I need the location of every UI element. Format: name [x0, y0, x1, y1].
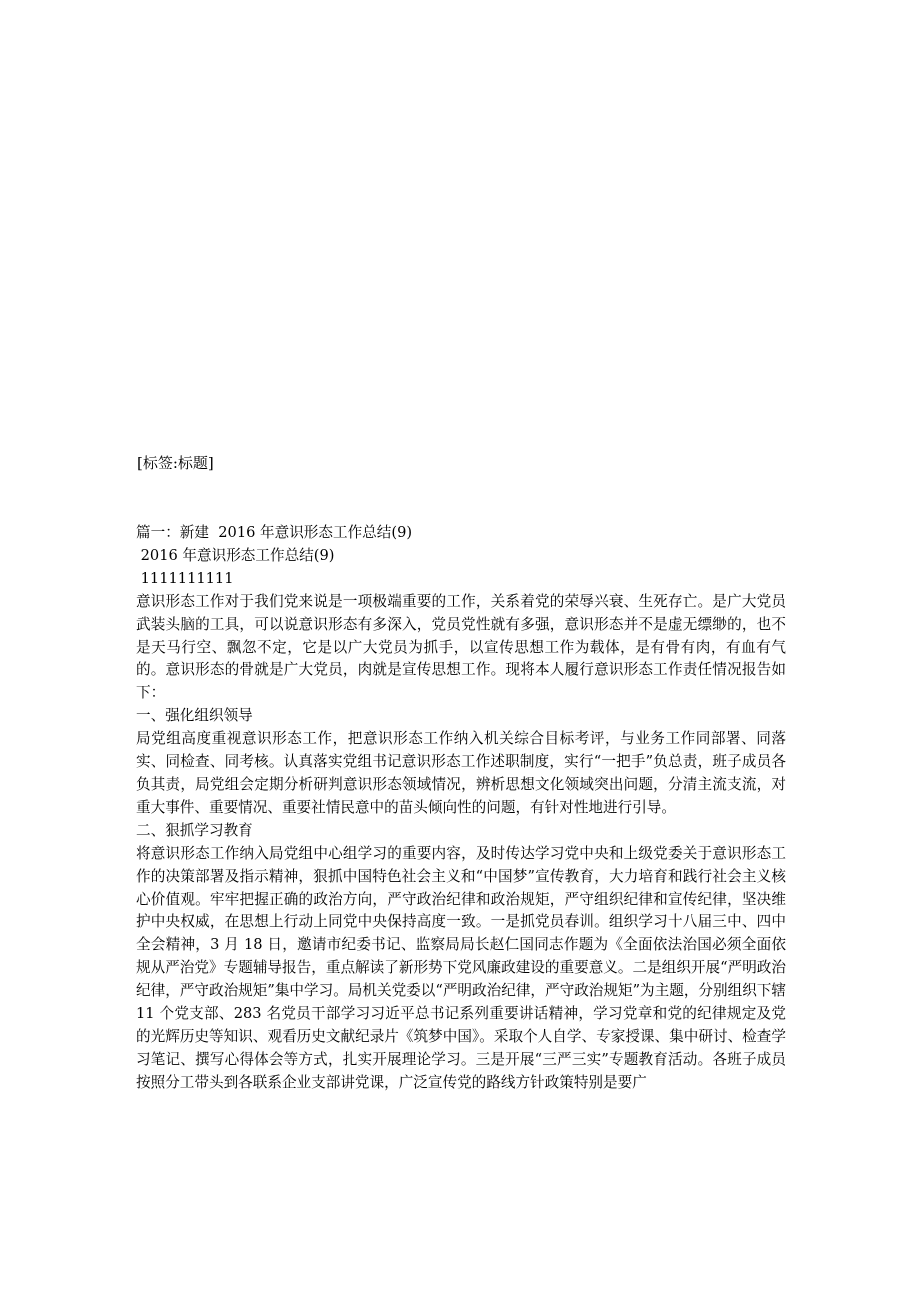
chapter-heading: 篇一：新建 2016 年意识形态工作总结(9)	[136, 524, 413, 541]
paragraph-section-2: 将意识形态工作纳入局党组中心组学习的重要内容，及时传达学习党中央和上级党委关于意识形态工作的决策部署及指示精神，狠抓中国特色社会主义和“中国梦”宣传教育，大力培育和践行社会主义核心价值观。牢牢把握正确的政治方向，严守政治纪律和政治规矩，严守组织纪律和宣传纪律，坚决维护中央权威，在思想上行动上同党中央保持高度一致。一是抓党员春训。组织学习十八届三中、四中全会精神，3 月 18 日，邀请市纪委书记、监察局局长赵仁国同志作题为《全面依法治国必须全面依规从严治党》专题辅导报告，重点解读了新形势下党风廉政建设的重要意义。二是组织开展“严明政治纪律，严守政治规矩”集中学习。局机关党委以“严明政治纪律，严守政治规矩”为主题，分别组织下辖 11 个党支部、283 名党员干部学习习近平总书记系列重要讲话精神，学习党章和党的纪律规定及党的光辉历史等知识、观看历史文献纪录片《筑梦中国》。采取个人自学、专家授课、集中研讨、检查学习笔记、撰写心得体会等方式，扎实开展理论学习。三是开展“三严三实”专题教育活动。各班子成员按照分工带头到各联系企业支部讲党课，广泛宣传党的路线方针政策特别是要广	[136, 844, 786, 1091]
document-title: 2016 年意识形态工作总结(9)	[136, 546, 335, 564]
document-body	[136, 522, 786, 1095]
section-heading-1: 一、强化组织领导	[136, 707, 253, 725]
tag-label: [标签:标题]	[137, 454, 214, 472]
paragraph-intro: 意识形态工作对于我们党来说是一项极端重要的工作，关系着党的荣辱兴衰、生死存亡。是广大党员武装头脑的工具，可以说意识形态有多深入，党员党性就有多强，意识形态并不是虚无缥缈的，也不是天马行空、飘忽不定，它是以广大党员为抓手，以宣传思想工作为载体，是有骨有肉，有血有气的。意识形态的骨就是广大党员，肉就是宣传思想工作。现将本人履行意识形态工作责任情况报告如下：	[136, 592, 786, 702]
section-heading-2: 二、狠抓学习教育	[136, 821, 253, 839]
document-number: 1111111111	[136, 569, 234, 587]
paragraph-section-1: 局党组高度重视意识形态工作，把意识形态工作纳入机关综合目标考评，与业务工作同部署、同落实、同检查、同考核。认真落实党组书记意识形态工作述职制度，实行“一把手”负总责，班子成员各负其责，局党组会定期分析研判意识形态领域情况，辨析思想文化领域突出问题，分清主流支流，对重大事件、重要情况、重要社情民意中的苗头倾向性的问题，有针对性地进行引导。	[136, 730, 786, 816]
